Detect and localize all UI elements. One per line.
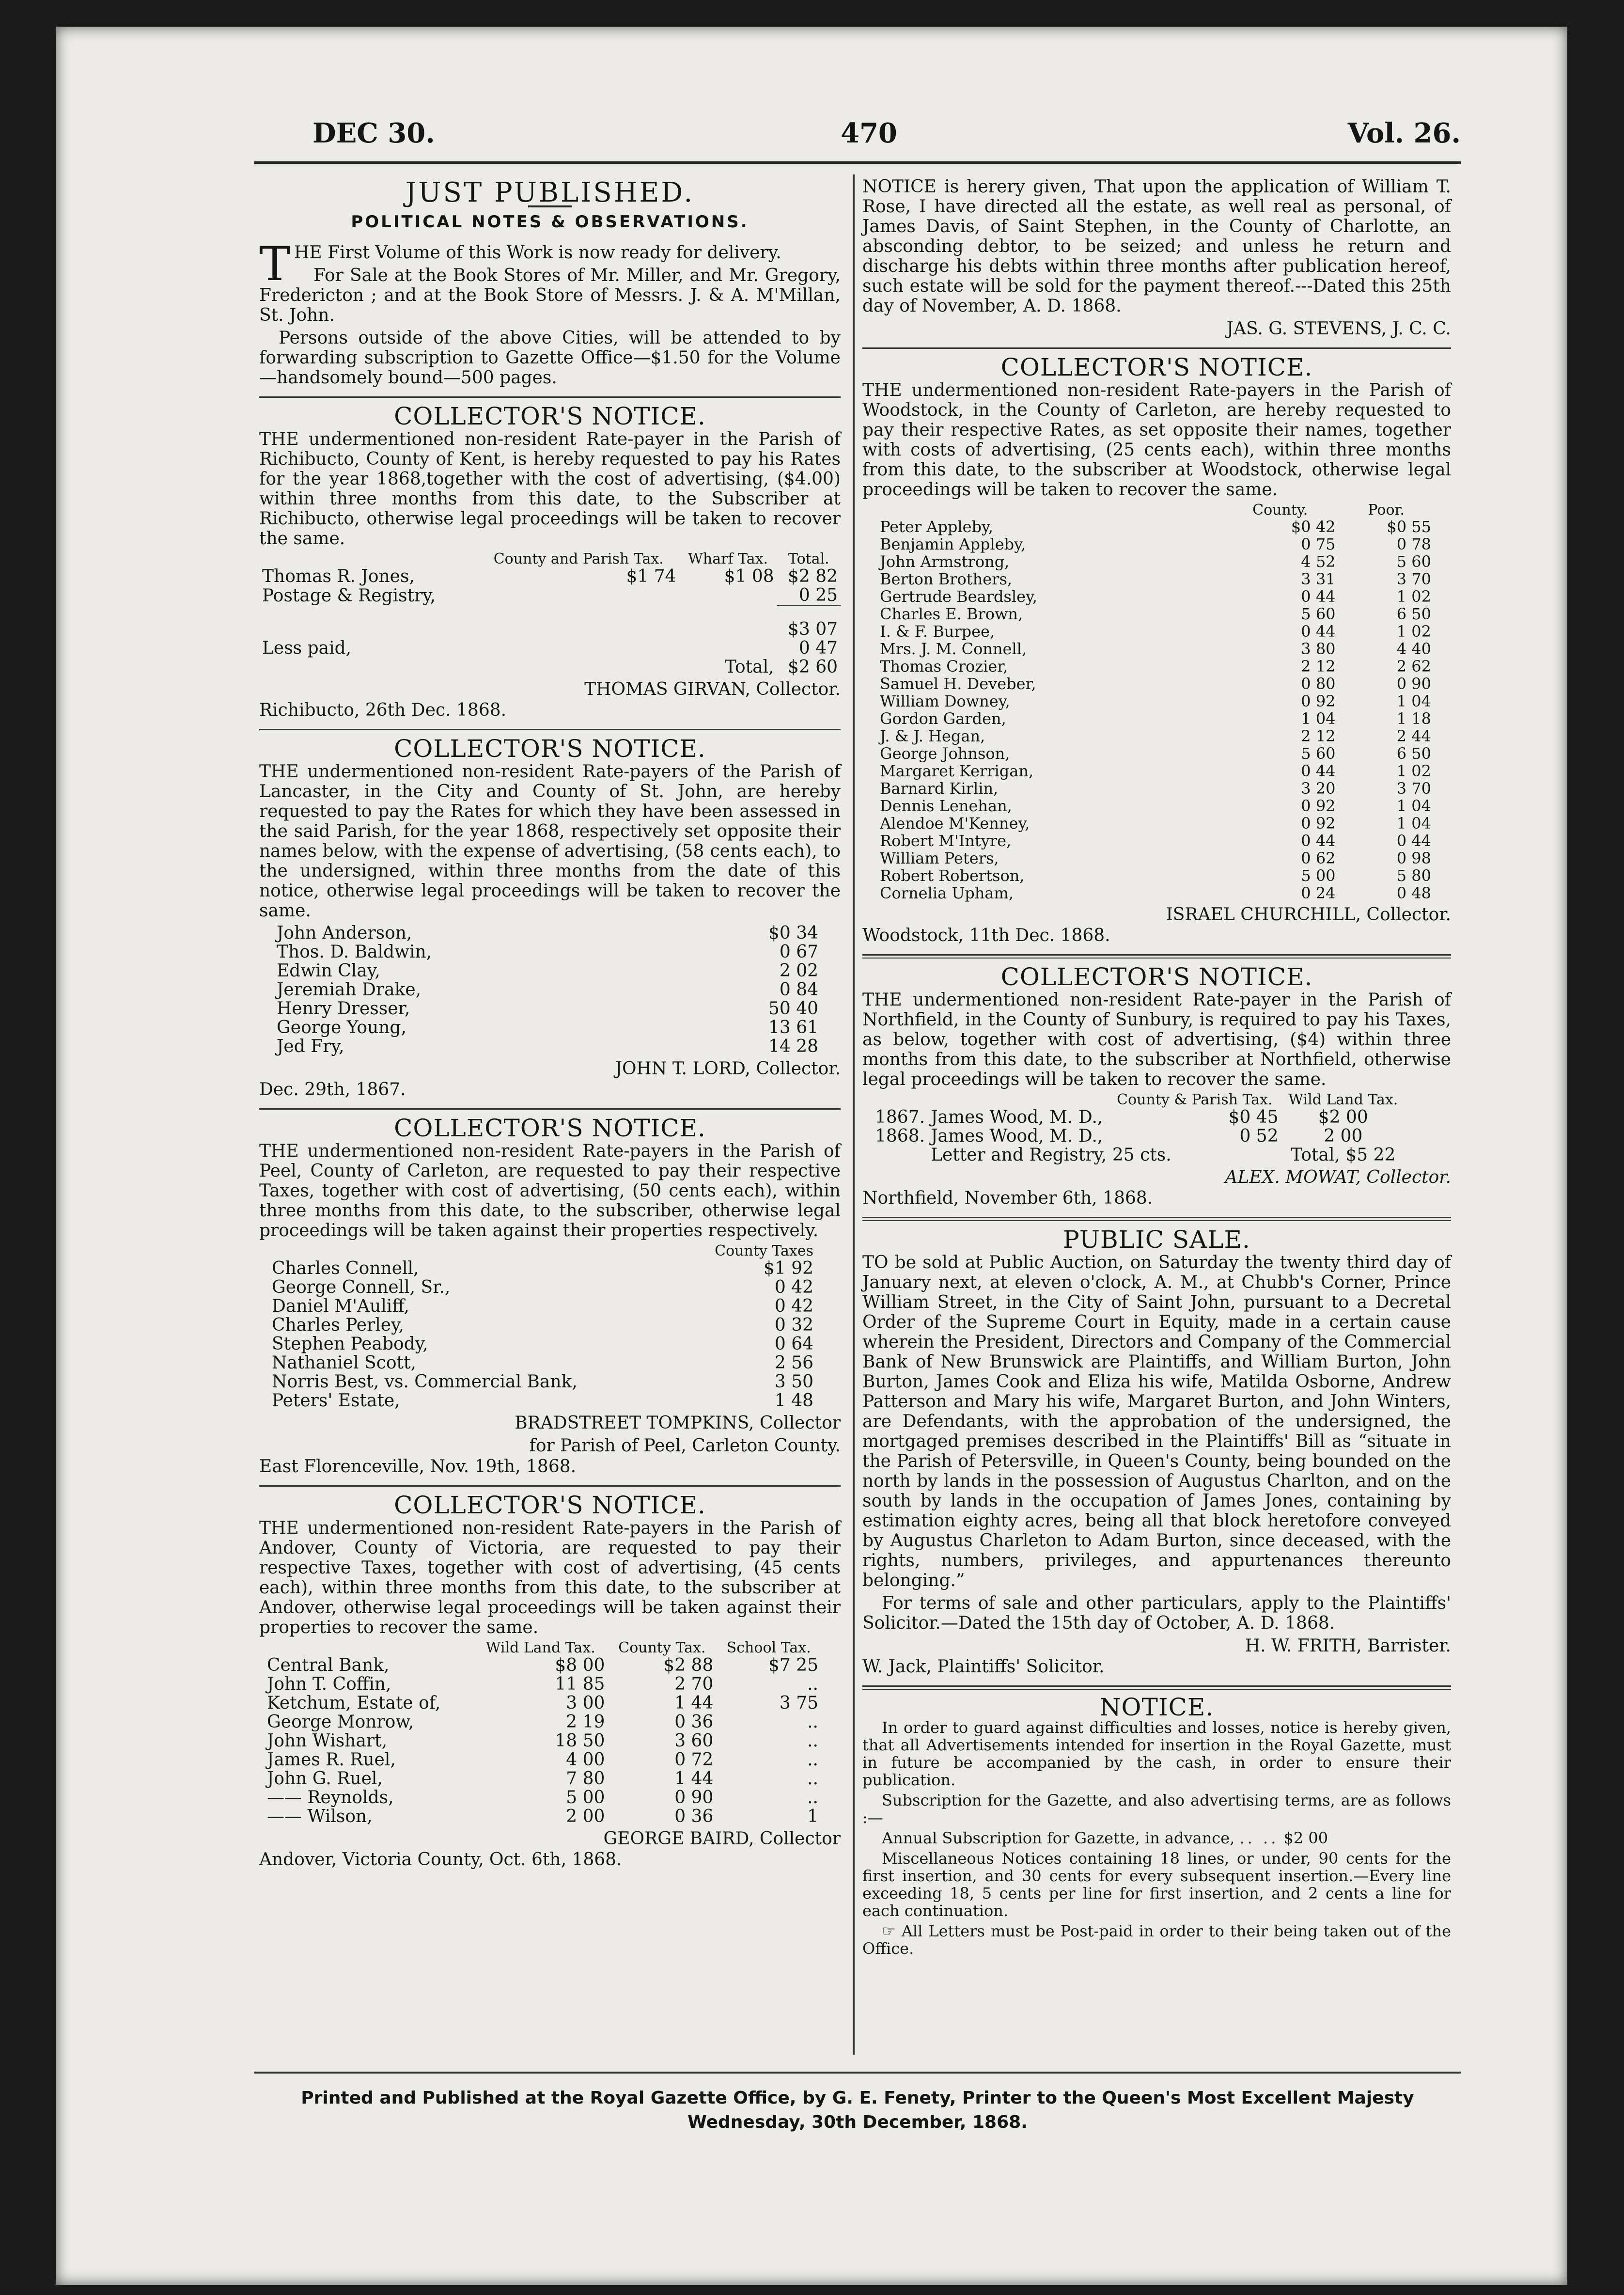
notice-paragraph: Subscription for the Gazette, and also advertising terms, are as follows :—	[862, 1791, 1451, 1827]
table-row: John G. Ruel, 7 80 1 44 ..	[267, 1769, 818, 1789]
peel-collector-notice	[259, 1114, 841, 1477]
less-paid-label: Less paid,	[262, 638, 352, 658]
imprint-line: Printed and Published at the Royal Gazette Office, by G. E. Fenety, Printer to the Queen's Most Excellent Majesty	[301, 2088, 1414, 2108]
notice-body: THE undermentioned non-resident Rate-payers in the Parish of Andover, County of Victoria, are requested to pay their respective Taxes, together with cost of advertising, (45 cents each), within three months from this date, to the subscriber at Andover, otherwise legal proceedings will be taken against their properties to recover the same.	[259, 1518, 841, 1637]
grand-total: $2 60	[787, 657, 838, 677]
notice-body: THE undermentioned non-resident Rate-payer in the Parish of Northfield, in the County of Sunbury, is required to pay his Taxes, as below, together with cost of advertising, ($4) within three months from this date, to the subscriber at Northfield, otherwise legal proceedings will be taken to recover the same.	[862, 990, 1451, 1089]
notice-paragraph: ☞ All Letters must be Post-paid in order to their being taken out of the Office.	[862, 1922, 1451, 1958]
footer-rule	[254, 2072, 1461, 2074]
table-row: Ketchum, Estate of, 3 00 1 44 3 75	[267, 1693, 818, 1713]
notice-title: COLLECTOR'S NOTICE.	[394, 1114, 706, 1142]
richibucto-collector-notice	[259, 402, 841, 720]
table-row: Nathaniel Scott, 2 56	[272, 1353, 813, 1373]
table-row: Mrs. J. M. Connell, 3 80 4 40	[880, 640, 1431, 658]
andover-tax-table	[264, 1640, 821, 1826]
subscription-price: $2 00	[1283, 1829, 1328, 1847]
column-header: County Tax.	[618, 1639, 706, 1656]
column-header: Total.	[788, 550, 829, 567]
column-header: Wharf Tax.	[688, 550, 768, 567]
subscription-label: Annual Subscription for Gazette, in advance,	[882, 1829, 1235, 1847]
newspaper-sheet	[56, 27, 1567, 2285]
notice-title: NOTICE.	[1099, 1693, 1214, 1721]
table-row: John Anderson, $0 34	[277, 923, 818, 943]
northfield-collector-notice	[862, 963, 1451, 1208]
table-row: Cornelia Upham, 0 24 0 48	[880, 884, 1431, 902]
ratepayer-name: Thomas R. Jones,	[262, 566, 415, 586]
table-row: Stephen Peabody, 0 64	[272, 1334, 813, 1354]
public-sale-notice	[862, 1226, 1451, 1677]
table-row: Jed Fry, 14 28	[277, 1037, 818, 1056]
table-row	[259, 620, 841, 639]
notice-date-place: Northfield, November 6th, 1868.	[862, 1188, 1153, 1208]
table-row	[872, 1146, 1405, 1164]
table-row: John Armstrong, 4 52 5 60	[880, 552, 1431, 571]
table-row: George Connell, Sr., 0 42	[272, 1277, 813, 1297]
notice-date-place: Dec. 29th, 1867.	[259, 1080, 406, 1100]
table-row: Peters' Estate, 1 48	[272, 1391, 813, 1411]
table-row: Edwin Clay, 2 02	[277, 961, 818, 981]
notice-body: TO be sold at Public Auction, on Saturday the twenty third day of January next, at eleven o'clock, A. M., at Chubb's Corner, Prince William Street, in the City of Saint John, pursuant to a Decretal Order of the Supreme Court in Equity, made in a certain cause wherein the President, Directors and Company of the Commercial Bank of New Brunswick are Plaintiffs, and William Burton, John Burton, James Cook and Eliza his wife, Matilda Osborne, Andrew Patterson and Mary his wife, Margaret Burton, and John Winters, are Defendants, with the approbation of the undersigned, the mortgaged premises described in the Plaintiffs' Bill as “situate in the Parish of Petersville, in Queen's County, being bounded on the north by lands in the possession of Augustus Charlton, and on the south by lands in the occupation of James Jones, containing by estimation eighty acres, being all that block heretofore conveyed by Augustus Charleton to Adam Burton, since deceased, with the rights, numbers, privileges, and appurtenances thereunto belonging.”	[862, 1253, 1451, 1590]
just-published-paragraph-1: THE First Volume of this Work is now ready for delivery.	[259, 237, 781, 291]
just-published-paragraph-2: For Sale at the Book Stores of Mr. Miller, and Mr. Gregory, Fredericton ; and at the Book Store of Messrs. J. & A. M'Millan, St. John.	[259, 266, 841, 325]
column-header: School Tax.	[726, 1639, 811, 1656]
table-row: Gordon Garden, 1 04 1 18	[880, 709, 1431, 728]
table-row	[259, 658, 841, 676]
notice-body: THE undermentioned non-resident Rate-payer in the Parish of Richibucto, County of Kent, is hereby requested to pay his Rates for the year 1868,together with the cost of advertising, ($4.00) within three months from this date, to the Subscriber at Richibucto, otherwise legal proceedings will be taken to recover the same.	[259, 429, 841, 549]
table-row	[259, 639, 841, 658]
northfield-tax-table	[872, 1092, 1405, 1164]
column-header: County & Parish Tax.	[1117, 1091, 1273, 1108]
header-date: DEC 30.	[312, 117, 435, 149]
notice-body: NOTICE is herery given, That upon the application of William T. Rose, I have directed all the estate, as well real as personal, of James Davis, of Saint Stephen, in the County of Charlotte, an absconding debtor, to be seized; and unless he return and discharge his debts within three months after publication hereof, such estate will be sold for the payment thereof.---Dated this 25th day of November, A. D. 1868.	[862, 177, 1451, 316]
notice-title: COLLECTOR'S NOTICE.	[1000, 963, 1313, 991]
table-row: 1868. James Wood, M. D., 0 52 2 00	[875, 1126, 1363, 1146]
table-row: Samuel H. Deveber, 0 80 0 90	[880, 675, 1431, 693]
political-notes-subtitle: POLITICAL NOTES & OBSERVATIONS.	[351, 212, 749, 232]
notice-title: COLLECTOR'S NOTICE.	[394, 402, 706, 430]
collector-signature: ALEX. MOWAT, Collector.	[1225, 1167, 1451, 1187]
table-row: George Young, 13 61	[277, 1018, 818, 1037]
section-rule	[862, 1217, 1451, 1221]
table-row: Central Bank, $8 00 $2 88 $7 25	[267, 1655, 818, 1675]
just-published-paragraph-3: Persons outside of the above Cities, will be attended to by forwarding subscription to Gazette Office—$1.50 for the Volume—handsomely bound—500 pages.	[259, 328, 841, 388]
grand-total: Total, $5 22	[1291, 1145, 1396, 1165]
solicitor-line: W. Jack, Plaintiffs' Solicitor.	[862, 1657, 1105, 1677]
table-row: Gertrude Beardsley, 0 44 1 02	[880, 587, 1431, 606]
column-header: County Taxes	[715, 1242, 813, 1259]
total-label: Total,	[724, 657, 774, 677]
column-header: County and Parish Tax.	[493, 550, 664, 567]
table-row: Jeremiah Drake, 0 84	[277, 980, 818, 1000]
section-rule	[862, 347, 1451, 349]
total-amount: $2 82	[787, 566, 838, 586]
section-rule	[259, 1485, 841, 1487]
column-header: Wild Land Tax.	[485, 1639, 595, 1656]
subscription-line: Annual Subscription for Gazette, in advance, .. .. $2 00	[882, 1829, 1328, 1847]
page-number: 470	[841, 117, 897, 149]
gazette-terms-notice	[862, 1693, 1451, 1958]
woodstock-tax-table	[877, 503, 1434, 902]
notice-date-place: Richibucto, 26th Dec. 1868.	[259, 700, 507, 720]
sale-terms: For terms of sale and other particulars, apply to the Plaintiffs' Solicitor.—Dated the 15th day of October, A. D. 1868.	[862, 1593, 1451, 1633]
table-row: Norris Best, vs. Commercial Bank, 3 50	[272, 1372, 813, 1392]
notice-title: COLLECTOR'S NOTICE.	[394, 735, 706, 763]
printer-imprint	[254, 2086, 1461, 2135]
table-row: William Downey, 0 92 1 04	[880, 692, 1431, 710]
table-row: Barnard Kirlin, 3 20 3 70	[880, 779, 1431, 798]
lancaster-tax-table	[274, 924, 821, 1056]
woodstock-collector-notice	[862, 353, 1451, 945]
table-row	[259, 586, 841, 605]
sum-amount: $3 07	[787, 619, 838, 639]
collector-signature: GEORGE BAIRD, Collector	[603, 1829, 841, 1849]
notice-body: THE undermentioned non-resident Rate-payers in the Parish of Peel, County of Carleton, are requested to pay their respective Taxes, together with cost of advertising, (50 cents each), within three months from this date, to the subscriber, otherwise legal proceedings will be taken against their properties respectively.	[259, 1141, 841, 1241]
table-row: Robert Robertson, 5 00 5 80	[880, 866, 1431, 885]
section-rule	[862, 1685, 1451, 1690]
richibucto-tax-table	[259, 551, 841, 676]
table-row: Alendoe M'Kenney, 0 92 1 04	[880, 814, 1431, 833]
notice-date-place: East Florenceville, Nov. 19th, 1868.	[259, 1457, 577, 1477]
header-rule	[254, 161, 1461, 164]
notice-title: COLLECTOR'S NOTICE.	[1000, 353, 1313, 381]
table-row: Daniel M'Auliff, 0 42	[272, 1296, 813, 1316]
table-row: —— Wilson, 2 00 0 36 1	[267, 1807, 818, 1826]
table-row: John Wishart, 18 50 3 60 ..	[267, 1731, 818, 1751]
imprint-date: Wednesday, 30th December, 1868.	[687, 2112, 1028, 2132]
table-row: Charles E. Brown, 5 60 6 50	[880, 605, 1431, 623]
section-rule	[862, 954, 1451, 959]
column-header: County.	[1252, 502, 1308, 519]
section-rule	[259, 1108, 841, 1110]
lancaster-collector-notice	[259, 735, 841, 1100]
gazette-page	[254, 117, 1461, 2207]
table-row: Dennis Lenehan, 0 92 1 04	[880, 797, 1431, 815]
collector-signature: BRADSTREET TOMPKINS, Collector	[515, 1413, 841, 1433]
table-row	[259, 567, 841, 586]
total-amount: 0 25	[798, 585, 838, 605]
table-row: Robert M'Intyre, 0 44 0 44	[880, 832, 1431, 850]
notice-body: THE undermentioned non-resident Rate-payers in the Parish of Woodstock, in the County of Carleton, are hereby requested to pay their respective Rates, as set opposite their names, together with costs of advertising, (25 cents each), within three months from this date, to the subscriber at Woodstock, otherwise legal proceedings will be taken to recover the same.	[862, 380, 1451, 500]
table-row: 1867. James Wood, M. D., $0 45 $2 00	[875, 1107, 1368, 1127]
table-row: Benjamin Appleby, 0 75 0 78	[880, 535, 1431, 553]
andover-collector-notice	[259, 1491, 841, 1870]
just-published-notice	[259, 177, 841, 388]
notice-body: THE undermentioned non-resident Rate-payers of the Parish of Lancaster, in the City and County of St. John, are hereby requested to pay the Rates for which they have been assessed in the said Parish, for the year 1868, respectively set opposite their names below, with the expense of advertising, (58 cents each), to the undersigned, within three months from the date of this notice, otherwise legal proceedings will be taken to recover the same.	[259, 762, 841, 921]
collector-signature: JOHN T. LORD, Collector.	[615, 1059, 841, 1079]
notice-title: PUBLIC SALE.	[1063, 1226, 1250, 1254]
notice-date-place: Andover, Victoria County, Oct. 6th, 1868.	[259, 1850, 622, 1870]
collector-signature: ISRAEL CHURCHILL, Collector.	[1166, 905, 1451, 925]
collector-signature-parish: for Parish of Peel, Carleton County.	[529, 1436, 841, 1456]
table-row: J. & J. Hegan, 2 12 2 44	[880, 727, 1431, 745]
less-paid-amount: 0 47	[798, 638, 838, 658]
left-column	[259, 177, 841, 1870]
table-row: Berton Brothers, 3 31 3 70	[880, 570, 1431, 588]
table-row: Charles Perley, 0 32	[272, 1315, 813, 1335]
table-row: James R. Ruel, 4 00 0 72 ..	[267, 1750, 818, 1770]
ratepayer-name: Postage & Registry,	[262, 586, 436, 606]
table-row: I. & F. Burpee, 0 44 1 02	[880, 622, 1431, 641]
column-divider	[853, 174, 855, 2055]
table-row: George Johnson, 5 60 6 50	[880, 744, 1431, 763]
table-row: Thomas Crozier, 2 12 2 62	[880, 657, 1431, 676]
notice-paragraph: In order to guard against difficulties and losses, notice is hereby given, that all Advertisements intended for insertion in the Royal Gazette, must in future be accompanied by the cash, in order to ensure their publication.	[862, 1718, 1451, 1789]
table-row: Henry Dresser, 50 40	[277, 999, 818, 1019]
right-column	[862, 177, 1451, 1960]
table-row: William Peters, 0 62 0 98	[880, 849, 1431, 867]
collector-signature: THOMAS GIRVAN, Collector.	[584, 679, 841, 699]
notice-paragraph: Miscellaneous Notices containing 18 lines, or under, 90 cents for the first insertion, and 30 cents for every subsequent insertion.—Every line exceeding 18, 5 cents per line for first insertion, and 2 cents a line for each continuation.	[862, 1849, 1451, 1920]
notice-title: COLLECTOR'S NOTICE.	[394, 1491, 706, 1519]
county-tax: $1 74	[626, 566, 676, 586]
notice-date-place: Woodstock, 11th Dec. 1868.	[862, 926, 1110, 945]
barrister-signature: H. W. FRITH, Barrister.	[1245, 1636, 1451, 1656]
table-row: Charles Connell, $1 92	[272, 1258, 813, 1278]
judge-signature: JAS. G. STEVENS, J. C. C.	[1226, 319, 1451, 339]
table-row: John T. Coffin, 11 85 2 70 ..	[267, 1674, 818, 1694]
table-row: —— Reynolds, 5 00 0 90 ..	[267, 1788, 818, 1808]
letter-registry-label: Letter and Registry, 25 cts.	[931, 1145, 1171, 1165]
just-published-title: JUST PUBLISHED.	[405, 177, 695, 208]
column-header: Poor.	[1368, 502, 1405, 519]
volume-number: Vol. 26.	[1347, 117, 1461, 149]
wharf-tax: $1 08	[724, 566, 774, 586]
section-rule	[259, 729, 841, 730]
absconding-debtor-notice	[862, 177, 1451, 339]
peel-tax-table	[269, 1243, 816, 1410]
table-row: George Monrow, 2 19 0 36 ..	[267, 1712, 818, 1732]
section-rule	[259, 396, 841, 398]
table-row: Thos. D. Baldwin, 0 67	[277, 942, 818, 962]
table-row: Margaret Kerrigan, 0 44 1 02	[880, 762, 1431, 780]
table-row: Peter Appleby, $0 42 $0 55	[880, 518, 1431, 536]
column-header: Wild Land Tax.	[1288, 1091, 1398, 1108]
page-header	[254, 117, 1461, 162]
